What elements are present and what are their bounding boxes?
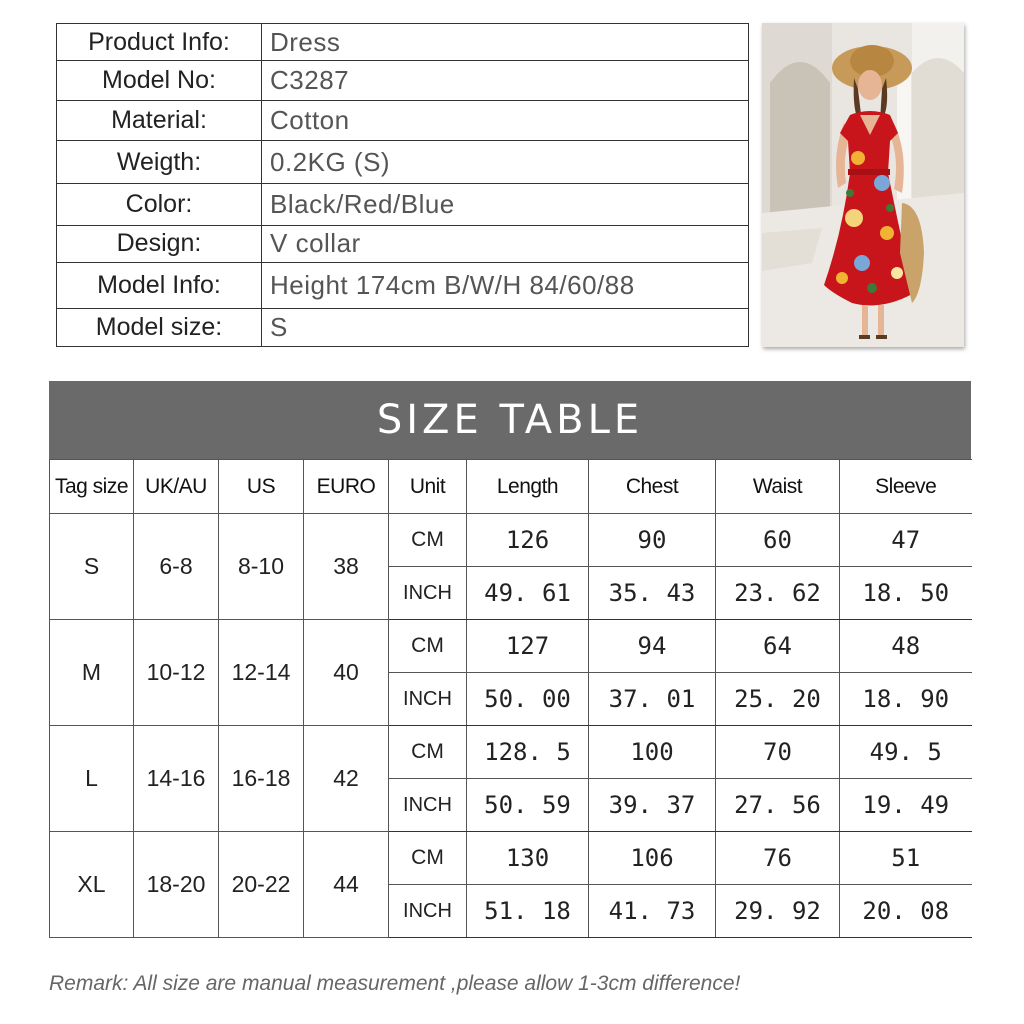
info-label-design: Design: xyxy=(57,225,262,262)
unit-cell: INCH xyxy=(389,673,467,726)
unit-cell: INCH xyxy=(389,779,467,832)
euro-cell: 40 xyxy=(304,620,389,726)
unit-cell: CM xyxy=(389,514,467,567)
info-label-model-size: Model size: xyxy=(57,308,262,346)
col-header-tag-size: Tag size xyxy=(50,460,134,514)
uk-au-cell: 6-8 xyxy=(134,514,219,620)
chest-cell: 39. 37 xyxy=(589,779,716,832)
col-header-sleeve: Sleeve xyxy=(840,460,972,514)
info-label-model-info: Model Info: xyxy=(57,262,262,308)
uk-au-cell: 18-20 xyxy=(134,832,219,938)
waist-cell: 29. 92 xyxy=(716,885,840,938)
chest-cell: 37. 01 xyxy=(589,673,716,726)
us-cell: 12-14 xyxy=(219,620,304,726)
chest-cell: 94 xyxy=(589,620,716,673)
length-cell: 49. 61 xyxy=(467,567,589,620)
sleeve-cell: 47 xyxy=(840,514,972,567)
sleeve-cell: 18. 50 xyxy=(840,567,972,620)
col-header-waist: Waist xyxy=(716,460,840,514)
model-illustration xyxy=(762,23,964,347)
info-value-model-no: C3287 xyxy=(262,61,749,101)
unit-cell: CM xyxy=(389,832,467,885)
euro-cell: 38 xyxy=(304,514,389,620)
length-cell: 50. 59 xyxy=(467,779,589,832)
info-label-model-no: Model No: xyxy=(57,61,262,101)
waist-cell: 25. 20 xyxy=(716,673,840,726)
col-header-us: US xyxy=(219,460,304,514)
info-value-model-size: S xyxy=(262,308,749,346)
tag-size-cell: S xyxy=(50,514,134,620)
euro-cell: 42 xyxy=(304,726,389,832)
unit-cell: INCH xyxy=(389,567,467,620)
table-row xyxy=(50,620,972,673)
tag-size-cell: M xyxy=(50,620,134,726)
sleeve-cell: 49. 5 xyxy=(840,726,972,779)
info-value-material: Cotton xyxy=(262,101,749,141)
chest-cell: 35. 43 xyxy=(589,567,716,620)
waist-cell: 60 xyxy=(716,514,840,567)
product-info-table xyxy=(56,23,749,347)
tag-size-cell: L xyxy=(50,726,134,832)
waist-cell: 76 xyxy=(716,832,840,885)
sleeve-cell: 20. 08 xyxy=(840,885,972,938)
info-row xyxy=(57,184,749,225)
info-value-weight: 0.2KG (S) xyxy=(262,141,749,184)
info-label-material: Material: xyxy=(57,101,262,141)
unit-cell: INCH xyxy=(389,885,467,938)
info-row xyxy=(57,225,749,262)
waist-cell: 70 xyxy=(716,726,840,779)
col-header-unit: Unit xyxy=(389,460,467,514)
info-label-product: Product Info: xyxy=(57,24,262,61)
uk-au-cell: 10-12 xyxy=(134,620,219,726)
info-value-product: Dress xyxy=(262,24,749,61)
col-header-euro: EURO xyxy=(304,460,389,514)
us-cell: 8-10 xyxy=(219,514,304,620)
info-row xyxy=(57,141,749,184)
length-cell: 51. 18 xyxy=(467,885,589,938)
col-header-length: Length xyxy=(467,460,589,514)
info-label-weight: Weigth: xyxy=(57,141,262,184)
size-table-section xyxy=(49,381,971,938)
info-value-design: V collar xyxy=(262,225,749,262)
size-table xyxy=(49,459,972,938)
waist-cell: 23. 62 xyxy=(716,567,840,620)
unit-cell: CM xyxy=(389,726,467,779)
length-cell: 50. 00 xyxy=(467,673,589,726)
col-header-chest: Chest xyxy=(589,460,716,514)
length-cell: 126 xyxy=(467,514,589,567)
uk-au-cell: 14-16 xyxy=(134,726,219,832)
info-row xyxy=(57,101,749,141)
sleeve-cell: 18. 90 xyxy=(840,673,972,726)
sleeve-cell: 51 xyxy=(840,832,972,885)
size-table-title: SIZE TABLE xyxy=(49,381,971,459)
info-value-model-info: Height 174cm B/W/H 84/60/88 xyxy=(262,262,749,308)
chest-cell: 100 xyxy=(589,726,716,779)
info-row xyxy=(57,308,749,346)
waist-cell: 27. 56 xyxy=(716,779,840,832)
info-row xyxy=(57,262,749,308)
euro-cell: 44 xyxy=(304,832,389,938)
table-row xyxy=(50,726,972,779)
waist-cell: 64 xyxy=(716,620,840,673)
info-label-color: Color: xyxy=(57,184,262,225)
length-cell: 128. 5 xyxy=(467,726,589,779)
us-cell: 16-18 xyxy=(219,726,304,832)
length-cell: 130 xyxy=(467,832,589,885)
table-row xyxy=(50,832,972,885)
sleeve-cell: 48 xyxy=(840,620,972,673)
chest-cell: 90 xyxy=(589,514,716,567)
unit-cell: CM xyxy=(389,620,467,673)
chest-cell: 106 xyxy=(589,832,716,885)
chest-cell: 41. 73 xyxy=(589,885,716,938)
table-row xyxy=(50,514,972,567)
tag-size-cell: XL xyxy=(50,832,134,938)
length-cell: 127 xyxy=(467,620,589,673)
info-row xyxy=(57,61,749,101)
sleeve-cell: 19. 49 xyxy=(840,779,972,832)
remark-text: Remark: All size are manual measurement ,please allow 1-3cm difference! xyxy=(49,972,741,995)
info-row xyxy=(57,24,749,61)
col-header-uk-au: UK/AU xyxy=(134,460,219,514)
size-table-header-row xyxy=(50,460,972,514)
info-value-color: Black/Red/Blue xyxy=(262,184,749,225)
model-photo xyxy=(762,23,964,347)
us-cell: 20-22 xyxy=(219,832,304,938)
